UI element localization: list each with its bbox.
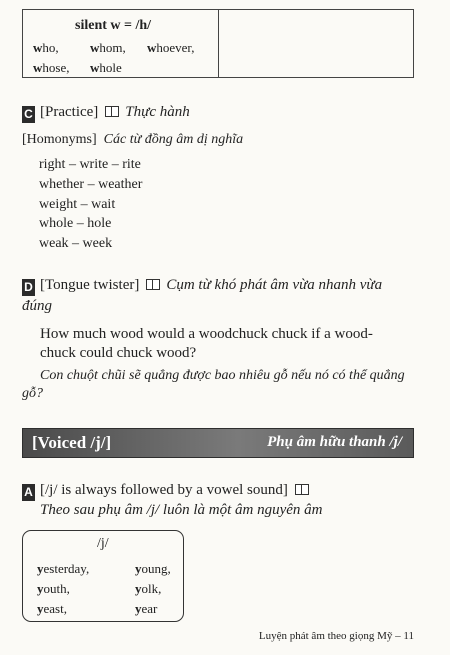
section-c-heading bbox=[22, 102, 190, 123]
tongue-twister-line: chuck could chuck wood? bbox=[40, 345, 197, 361]
homonyms-label-vi: Các từ đồng âm dị nghĩa bbox=[103, 132, 244, 147]
homonym-item: weak – week bbox=[39, 236, 113, 251]
word-year: year bbox=[135, 601, 158, 616]
tongue-twister-line: How much wood would a woodchuck chuck if a wood- bbox=[40, 326, 373, 342]
section-c-marker: C bbox=[22, 106, 35, 123]
word-youth: youth, bbox=[37, 581, 70, 596]
section-a-title: [/j/ is always followed by a vowel sound] bbox=[40, 482, 288, 498]
page-footer: Luyện phát âm theo giọng Mỹ – 11 bbox=[258, 630, 414, 642]
word-whole: whole bbox=[90, 60, 122, 75]
section-a-heading bbox=[22, 480, 315, 501]
silent-w-table bbox=[22, 9, 414, 78]
banner-title: [Voiced /j/] bbox=[32, 433, 112, 452]
section-c-title: [Practice] bbox=[40, 104, 99, 120]
word-whom: whom, bbox=[90, 40, 126, 55]
section-d-title-vi-cont: đúng bbox=[22, 298, 52, 314]
table-divider bbox=[218, 10, 219, 77]
word-young: young, bbox=[135, 561, 171, 576]
section-c-title-vi: Thực hành bbox=[125, 104, 190, 120]
homonym-item: weight – wait bbox=[39, 197, 116, 212]
word-yeast: yeast, bbox=[37, 601, 67, 616]
book-icon bbox=[295, 484, 309, 495]
j-words-box bbox=[22, 530, 184, 622]
section-d-marker: D bbox=[22, 279, 35, 296]
word-who: who, bbox=[33, 40, 59, 55]
book-icon bbox=[105, 106, 119, 117]
homonyms-label: [Homonyms] bbox=[22, 132, 97, 147]
word-yolk: yolk, bbox=[135, 581, 162, 596]
tongue-twister-vi-cont: gỗ? bbox=[22, 386, 43, 401]
book-icon bbox=[146, 279, 160, 290]
homonym-item: right – write – rite bbox=[39, 157, 141, 172]
homonym-item: whether – weather bbox=[39, 177, 143, 192]
homonym-item: whole – hole bbox=[39, 216, 112, 231]
word-yesterday: yesterday, bbox=[37, 561, 90, 576]
section-d-heading bbox=[22, 275, 382, 296]
section-d-title-vi: Cụm từ khó phát âm vừa nhanh vừa bbox=[166, 277, 383, 293]
section-d-title: [Tongue twister] bbox=[40, 277, 140, 293]
section-a-marker: A bbox=[22, 484, 35, 501]
section-a-title-vi: Theo sau phụ âm /j/ luôn là một âm nguyên âm bbox=[40, 502, 323, 518]
j-box-header: /j/ bbox=[97, 536, 109, 551]
table-header: silent w = /h/ bbox=[75, 18, 152, 33]
voiced-j-banner bbox=[22, 428, 414, 458]
banner-title-vi: Phụ âm hữu thanh /j/ bbox=[267, 434, 402, 450]
word-whose: whose, bbox=[33, 60, 70, 75]
word-whoever: whoever, bbox=[147, 40, 195, 55]
tongue-twister-vi: Con chuột chũi sẽ quẳng được bao nhiêu gỗ nếu nó có thể quẳng bbox=[40, 368, 405, 383]
homonyms-subheading bbox=[22, 132, 243, 148]
